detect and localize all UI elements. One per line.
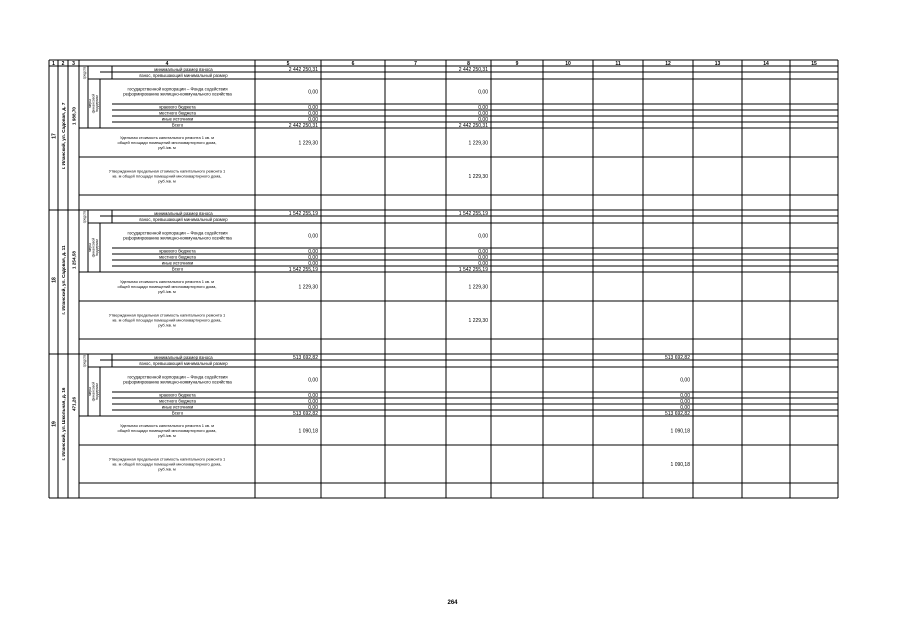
cell-value-regional-c5: 0,00 [308,104,318,111]
column-number-1: 1 [52,60,55,67]
funds-group-label: средств [82,354,87,368]
row-label-total: Всего [171,266,184,272]
row-label-min-contribution: минимальный размер взноса [154,210,213,216]
record-address: г. Иланский, ул. Садовая, д. 11 [61,245,66,315]
row-label-unit-cost: руб./кв. м [158,432,176,438]
column-number-14: 14 [763,60,769,67]
column-number-15: 15 [811,60,817,67]
row-label-unit-cost: руб./кв. м [158,288,176,294]
record-number: 18 [51,277,58,283]
row-label-local: местного бюджета [159,254,196,260]
cell-value-local-c8: 0,00 [478,110,488,117]
row-label-min-contribution: минимальный размер взноса [154,354,213,360]
row-label-other: иные источники [161,260,194,266]
cell-value-limit-c12: 1 090,18 [670,462,690,468]
row-label-approved-limit: руб./кв. м [158,178,176,184]
column-number-6: 6 [351,60,355,67]
cell-value-fund-c8: 0,00 [478,89,488,96]
cell-value-regional-c5: 0,00 [308,392,318,399]
record-area: 1 988,70 [71,107,77,125]
row-label-approved-limit: Утвержденная предельная стоимость капитального ремонта 1 [108,312,226,318]
cell-value-regional-c8: 0,00 [478,104,488,111]
row-label-local: местного бюджета [159,398,196,404]
cell-value-fund-c5: 0,00 [308,377,318,384]
row-label-fund: государственной корпорации – Фонда содействия [127,230,228,236]
cell-value-fund-c5: 0,00 [308,233,318,240]
cell-value-other-c8: 0,00 [478,116,488,123]
row-label-total: Всего [171,410,184,416]
cell-value-unit-c8: 1 229,30 [468,140,488,147]
row-label-min-contribution: минимальный размер взноса [154,66,213,72]
support-group-label: поддержки [95,94,99,113]
funds-group-label: средств [82,66,87,80]
cell-value-total-c8: 2 442 250,31 [458,122,488,129]
column-number-10: 10 [565,60,571,67]
row-label-approved-limit: Утвержденная предельная стоимость капитального ремонта 1 [108,168,226,174]
row-label-unit-cost: Удельная стоимость капитального ремонта 1 кв. м [119,422,215,428]
record-address: г. Иланский, ул. Садовая, д. 7 [61,102,66,170]
row-label-over-min: взнос, превышающий минимальный размер [139,217,228,222]
row-label-other: иные источники [161,116,194,122]
row-label-fund: реформированию жилищно-коммунального хозяйства [123,235,232,241]
cell-value-limit-c8: 1 229,30 [468,174,488,180]
cell-value-total-c5: 2 442 250,31 [288,122,318,129]
row-label-total: Всего [171,122,184,128]
cell-value-min-c12: 513 692,82 [664,354,690,361]
row-label-fund: реформированию жилищно-коммунального хозяйства [123,379,232,385]
column-number-12: 12 [665,60,671,67]
cell-value-local-c8: 0,00 [478,254,488,261]
cell-value-total-c8: 1 542 255,19 [458,266,488,273]
row-label-other: иные источники [161,404,194,410]
cell-value-min-c8: 1 542 255,19 [458,210,488,217]
cell-value-total-c5: 1 542 255,19 [288,266,318,273]
row-label-approved-limit: кв. м общей площади помещений многоквартирного дома, [112,461,222,467]
column-number-4: 4 [165,60,169,67]
row-label-unit-cost: руб./кв. м [158,144,176,150]
cell-value-min-c8: 2 442 250,31 [458,66,488,73]
cell-value-local-c5: 0,00 [308,398,318,405]
support-group-label: меры [88,99,92,108]
row-label-fund: государственной корпорации – Фонда содействия [127,86,228,92]
row-label-approved-limit: кв. м общей площади помещений многоквартирного дома, [112,317,222,323]
cell-value-unit-c5: 1 090,18 [298,428,318,435]
column-number-5: 5 [286,60,290,67]
row-label-unit-cost: общей площади помещений многоквартирного дома, [117,139,217,145]
row-label-regional: краевого бюджета [159,248,196,254]
column-number-2: 2 [61,60,65,67]
support-group-label: меры [88,243,92,252]
record-number: 19 [51,421,58,427]
row-label-regional: краевого бюджета [159,392,196,398]
record-address: г. Иланский, ул. Школьная, д. 16 [61,387,66,461]
support-group-label: финансовой [91,381,96,402]
row-label-local: местного бюджета [159,110,196,116]
cell-value-min-c5: 513 692,82 [292,354,318,361]
record-area: 1 254,58 [71,251,77,269]
support-group-label: финансовой [91,93,96,114]
row-label-approved-limit: руб./кв. м [158,322,176,328]
cell-value-limit-c8: 1 229,30 [468,318,488,324]
cell-value-unit-c12: 1 090,18 [670,428,690,435]
funds-group-label: средств [82,210,87,224]
cell-value-local-c12: 0,00 [680,398,690,405]
cell-value-fund-c8: 0,00 [478,233,488,240]
cell-value-other-c5: 0,00 [308,116,318,123]
cell-value-regional-c5: 0,00 [308,248,318,255]
page-number: 264 [447,600,458,606]
cell-value-other-c5: 0,00 [308,260,318,267]
cell-value-fund-c12: 0,00 [680,377,690,384]
cell-value-total-c12: 513 692,82 [664,410,690,417]
support-group-label: поддержки [95,382,99,401]
cell-value-total-c5: 513 692,82 [292,410,318,417]
cell-value-min-c5: 2 442 250,31 [288,66,318,73]
row-label-unit-cost: общей площади помещений многоквартирного дома, [117,427,217,433]
row-label-approved-limit: кв. м общей площади помещений многоквартирного дома, [112,173,222,179]
record-number: 17 [51,133,58,139]
column-number-9: 9 [515,60,519,67]
cell-value-regional-c8: 0,00 [478,248,488,255]
cell-value-other-c8: 0,00 [478,260,488,267]
row-label-over-min: взнос, превышающий минимальный размер [139,361,228,366]
cell-value-other-c5: 0,00 [308,404,318,411]
row-label-approved-limit: руб./кв. м [158,466,176,472]
cell-value-fund-c5: 0,00 [308,89,318,96]
cell-value-unit-c5: 1 229,30 [298,140,318,147]
column-number-13: 13 [714,60,721,67]
column-number-8: 8 [467,60,470,67]
cell-value-unit-c8: 1 229,30 [468,284,488,291]
support-group-label: поддержки [95,238,99,257]
support-group-label: меры [88,387,92,396]
cell-value-local-c5: 0,00 [308,254,318,261]
record-area: 471,26 [71,396,77,412]
row-label-unit-cost: Удельная стоимость капитального ремонта 1 кв. м [119,134,215,140]
cell-value-local-c5: 0,00 [308,110,318,117]
support-group-label: финансовой [91,237,96,258]
column-number-7: 7 [414,60,417,67]
column-number-3: 3 [72,60,75,67]
column-number-11: 11 [615,60,621,67]
row-label-over-min: взнос, превышающий минимальный размер [139,73,228,78]
row-label-fund: государственной корпорации – Фонда содействия [127,374,228,380]
cell-value-min-c5: 1 542 255,19 [288,210,318,217]
row-label-unit-cost: Удельная стоимость капитального ремонта 1 кв. м [119,278,215,284]
row-label-fund: реформированию жилищно-коммунального хозяйства [123,91,232,97]
cell-value-regional-c12: 0,00 [680,392,690,399]
row-label-regional: краевого бюджета [159,104,196,110]
cell-value-other-c12: 0,00 [680,404,690,411]
row-label-approved-limit: Утвержденная предельная стоимость капитального ремонта 1 [108,456,226,462]
cell-value-unit-c5: 1 229,30 [298,284,318,291]
row-label-unit-cost: общей площади помещений многоквартирного дома, [117,283,217,289]
